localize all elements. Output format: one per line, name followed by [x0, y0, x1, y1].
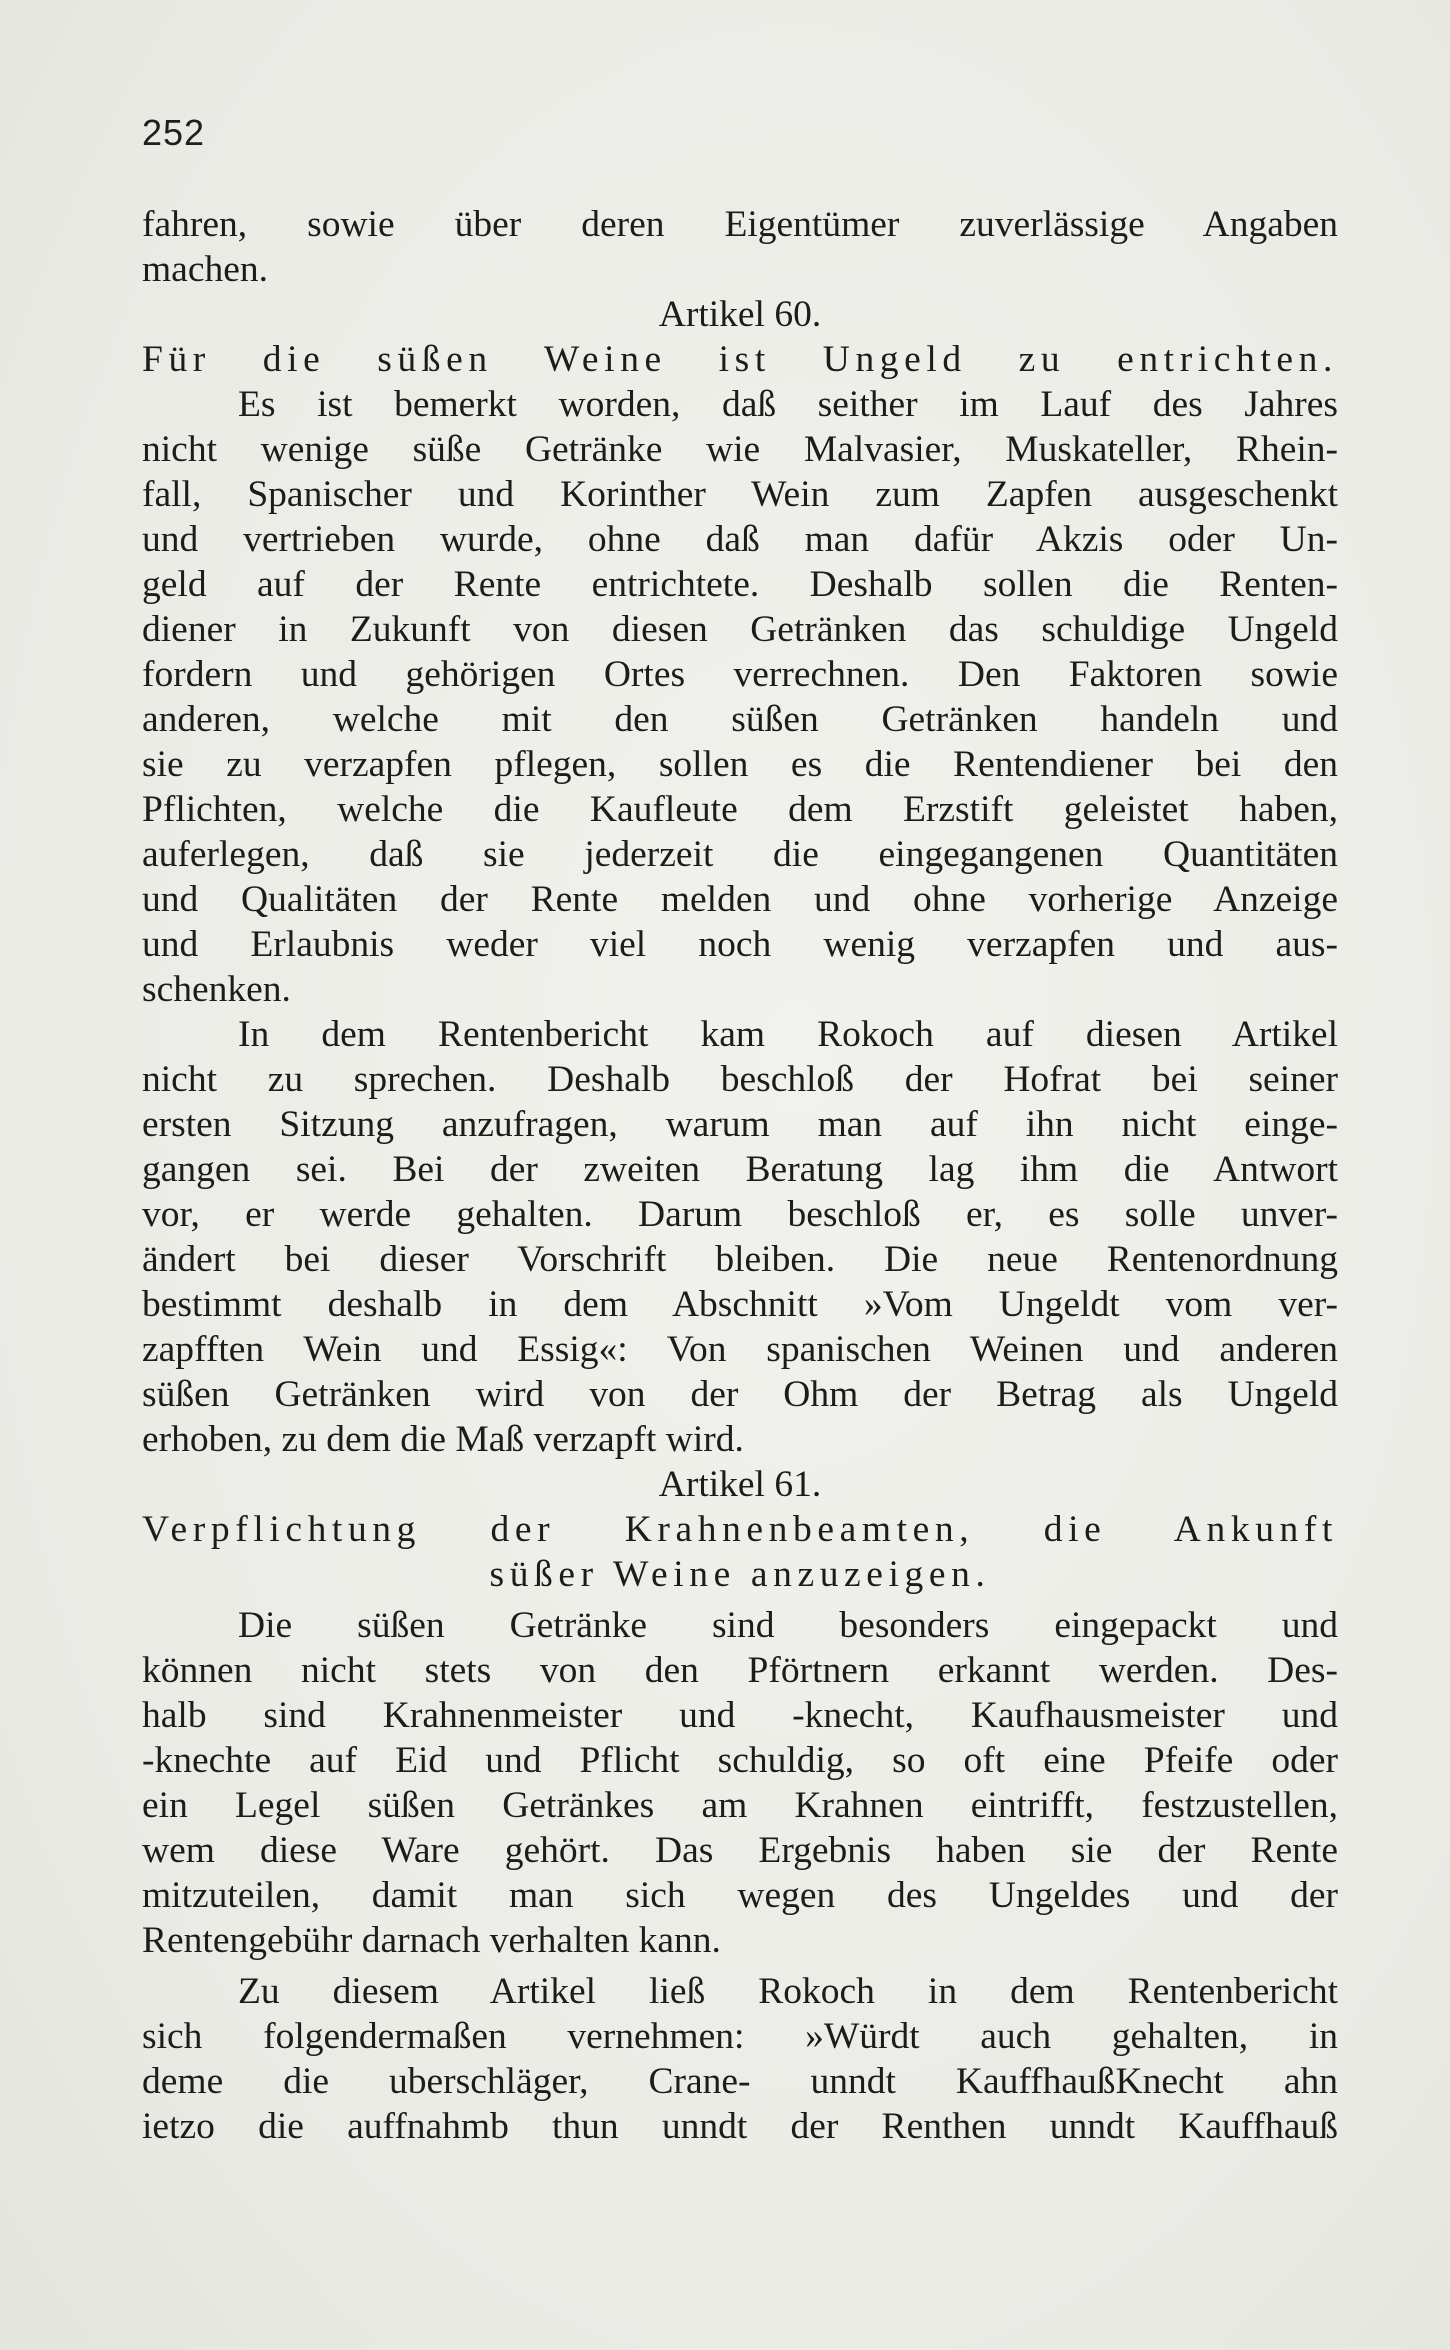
text-line: anderen, welche mit den süßen Getränken handeln und: [142, 699, 1338, 740]
text-line: ein Legel süßen Getränkes am Krahnen eintrifft, festzustellen,: [142, 1785, 1338, 1826]
text-line: und vertrieben wurde, ohne daß man dafür Akzis oder Un-: [142, 519, 1338, 560]
text-line: Rentengebühr darnach verhalten kann.: [142, 1920, 721, 1961]
article-61-title-continued: süßer Weine anzuzeigen.: [489, 1554, 991, 1595]
text-line: geld auf der Rente entrichtete. Deshalb sollen die Renten-: [142, 564, 1338, 605]
text-line: und Erlaubnis weder viel noch wenig verzapfen und aus-: [142, 924, 1338, 965]
paragraph-start: Zu diesem Artikel ließ Rokoch in dem Rentenbericht: [238, 1971, 1338, 2012]
text-line: sich folgendermaßen vernehmen: »Würdt auch gehalten, in: [142, 2016, 1338, 2057]
text-line: können nicht stets von den Pförtnern erkannt werden. Des-: [142, 1650, 1338, 1691]
text-line: ersten Sitzung anzufragen, warum man auf ihn nicht einge-: [142, 1104, 1338, 1145]
paragraph-start: In dem Rentenbericht kam Rokoch auf diesen Artikel: [238, 1014, 1338, 1055]
text-line: nicht wenige süße Getränke wie Malvasier, Muskateller, Rhein-: [142, 429, 1338, 470]
text-line: erhoben, zu dem die Maß verzapft wird.: [142, 1419, 744, 1460]
page-text: [142, 202, 1338, 2149]
text-line: ändert bei dieser Vorschrift bleiben. Die neue Rentenordnung: [142, 1239, 1338, 1280]
text-line: sie zu verzapfen pflegen, sollen es die Rentendiener bei den: [142, 744, 1338, 785]
text-line: Pflichten, welche die Kaufleute dem Erzstift geleistet haben,: [142, 789, 1338, 830]
page-number: 252: [142, 112, 206, 153]
text-line: deme die uberschläger, Crane- unndt KauffhaußKnecht ahn: [142, 2061, 1338, 2102]
text-line: fahren, sowie über deren Eigentümer zuverlässige Angaben: [142, 204, 1338, 245]
paragraph-start: Es ist bemerkt worden, daß seither im Lauf des Jahres: [238, 384, 1338, 425]
text-line: -knechte auf Eid und Pflicht schuldig, so oft eine Pfeife oder: [142, 1740, 1338, 1781]
article-61-title: Verpflichtung der Krahnenbeamten, die Ankunft: [142, 1509, 1338, 1550]
text-line: wem diese Ware gehört. Das Ergebnis haben sie der Rente: [142, 1830, 1338, 1871]
text-line: nicht zu sprechen. Deshalb beschloß der Hofrat bei seiner: [142, 1059, 1338, 1100]
article-60-heading: Artikel 60.: [658, 294, 822, 335]
text-line: auferlegen, daß sie jederzeit die eingegangenen Quantitäten: [142, 834, 1338, 875]
text-line: gangen sei. Bei der zweiten Beratung lag ihm die Antwort: [142, 1149, 1338, 1190]
text-line: und Qualitäten der Rente melden und ohne vorherige Anzeige: [142, 879, 1338, 920]
text-line: machen.: [142, 249, 268, 290]
text-line: vor, er werde gehalten. Darum beschloß er, es solle unver-: [142, 1194, 1338, 1235]
text-line: süßen Getränken wird von der Ohm der Betrag als Ungeld: [142, 1374, 1338, 1415]
text-line: fordern und gehörigen Ortes verrechnen. Den Faktoren sowie: [142, 654, 1338, 695]
text-line: fall, Spanischer und Korinther Wein zum Zapfen ausgeschenkt: [142, 474, 1338, 515]
text-line: halb sind Krahnenmeister und -knecht, Kaufhausmeister und: [142, 1695, 1338, 1736]
text-line: mitzuteilen, damit man sich wegen des Ungeldes und der: [142, 1875, 1338, 1916]
text-line: ietzo die auffnahmb thun unndt der Renthen unndt Kauffhauß: [142, 2106, 1338, 2147]
text-line: schenken.: [142, 969, 291, 1010]
text-line: bestimmt deshalb in dem Abschnitt »Vom Ungeldt vom ver-: [142, 1284, 1338, 1325]
text-line: zapfften Wein und Essig«: Von spanischen Weinen und anderen: [142, 1329, 1338, 1370]
paragraph-start: Die süßen Getränke sind besonders eingepackt und: [238, 1605, 1338, 1646]
article-60-title: Für die süßen Weine ist Ungeld zu entrichten.: [142, 339, 1338, 380]
text-line: diener in Zukunft von diesen Getränken das schuldige Ungeld: [142, 609, 1338, 650]
article-61-heading: Artikel 61.: [658, 1464, 822, 1505]
